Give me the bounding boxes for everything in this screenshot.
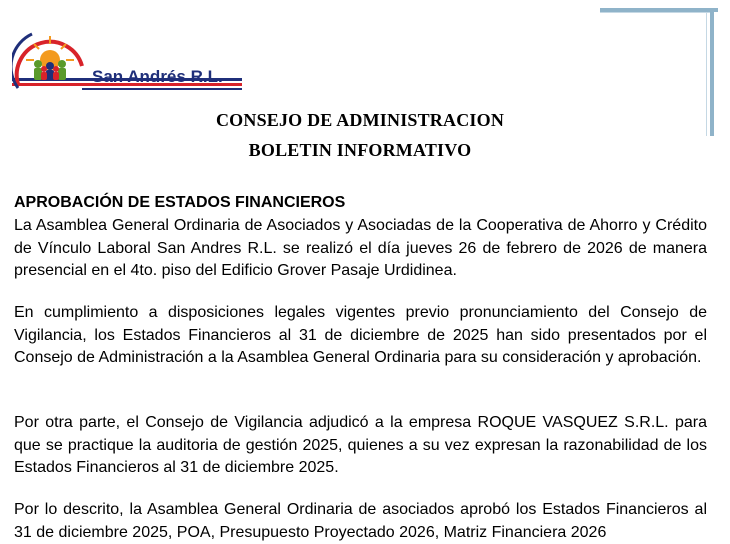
- paragraph: Por lo descrito, la Asamblea General Ordinaria de asociados aprobó los Estados Financieros al 31 de diciembre 2025, POA, Presupuesto Proyectado 2026, Matriz Financiera 2026: [14, 501, 707, 541]
- logo-name: San Andrés R.L.: [92, 67, 223, 86]
- paragraph: La Asamblea General Ordinaria de Asociados y Asociadas de la Cooperativa de Ahorro y Crédito de Vínculo Laboral San Andres R.L. se realizó el día jueves 26 de febrero de 2026 de manera presencial en el 4to. piso del Edificio Grover Pasaje Urdidinea.: [14, 217, 707, 279]
- paragraph: En cumplimiento a disposiciones legales vigentes previo pronunciamiento del Consejo de Vigilancia, los Estados Financieros al 31 de diciembre de 2025 han sido presentados por el Consejo de Administración a la Asamblea General Ordinaria para su consideración y aprobación.: [14, 304, 707, 366]
- section-title: APROBACIÓN DE ESTADOS FINANCIEROS: [14, 194, 346, 211]
- cooperative-logo: [12, 22, 242, 102]
- document-subheading: BOLETIN INFORMATIVO: [248, 140, 472, 160]
- logo-emblem-icon: [12, 22, 242, 102]
- document-heading: CONSEJO DE ADMINISTRACION: [215, 110, 505, 130]
- paragraph: Por otra parte, el Consejo de Vigilancia adjudicó a la empresa ROQUE VASQUEZ S.R.L. para que se practique la auditoria de gestión 2025, quienes a su vez expresan la razonabilidad de los Estados Financieros al 31 de diciembre 2025.: [14, 414, 707, 476]
